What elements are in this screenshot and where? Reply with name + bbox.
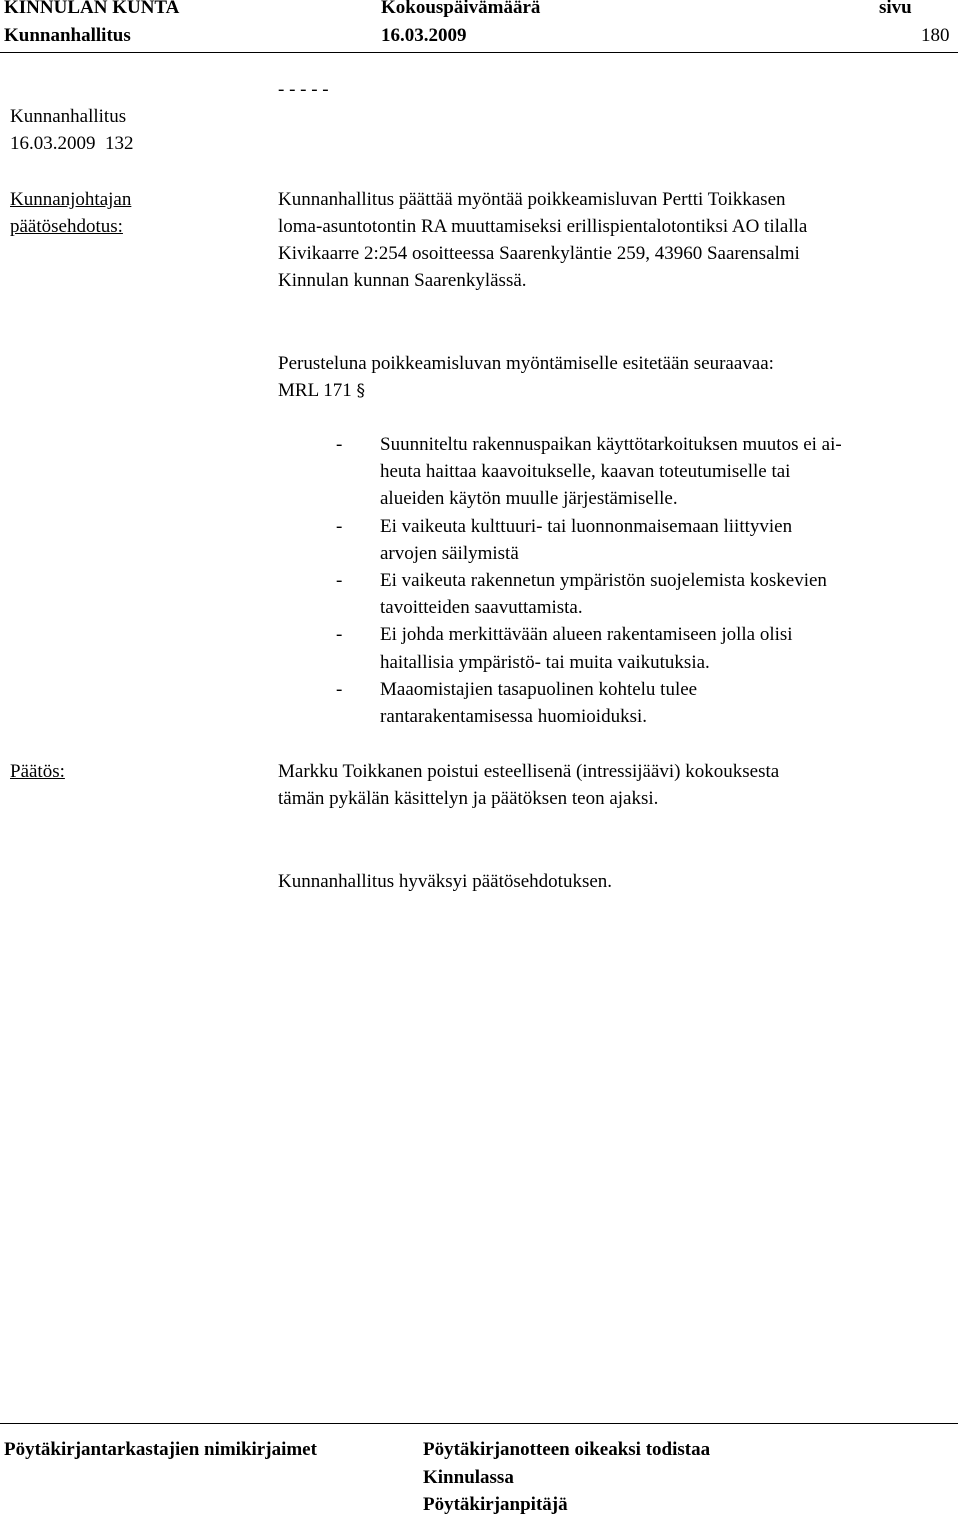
meeting-date: 16.03.2009 [381,25,467,46]
approval-statement: Kunnanhallitus hyväksyi päätösehdotuksen. [278,871,613,892]
proposal-line: Kunnanhallitus päättää myöntää poikkeamisluvan Pertti Toikkasen [278,189,786,210]
org-name: KINNULAN KUNTA [4,0,180,18]
separator: - - - - - [278,79,329,100]
footer-secretary-label: Pöytäkirjanpitäjä [423,1494,568,1515]
page-number: 180 [921,25,950,46]
decision-text [278,758,779,812]
decision-line: Markku Toikkanen poistui esteellisenä (intressijäävi) kokouksesta [278,761,780,782]
footer-initials-label: Pöytäkirjantarkastajien nimikirjaimet [4,1439,317,1460]
justification [278,350,774,405]
list-item: - Suunniteltu rakennuspaikan käyttötarkoituksen muutos ei ai- heuta haittaa kaavoitukselle, kaavan toteutumiselle tai alueiden käytön muulle järjestämiselle. [336,434,842,510]
list-item: - Maaomistajien tasapuolinen kohtelu tulee rantarakentamisessa huomioiduksi. [336,678,698,728]
proposal-label-1: Kunnanjohtajan [10,189,132,210]
header-rule [0,52,958,53]
proposal-text [278,186,807,294]
proposal-line: loma-asuntotontin RA muuttamiseksi erillispientalotontiksi AO tilalla [278,216,808,237]
justification-list [336,431,842,730]
law-reference: MRL 171 § [278,380,365,401]
proposal-line: Kinnulan kunnan Saarenkylässä. [278,270,527,291]
list-item: - Ei vaikeuta rakennetun ympäristön suojelemista koskevien tavoitteiden saavuttamista. [336,570,827,619]
proposal-line: Kivikaarre 2:254 osoitteessa Saarenkyläntie 259, 43960 Saarensalmi [278,243,800,264]
footer-rule [0,1423,958,1424]
page-label: sivu [879,0,912,18]
section-body: Kunnanhallitus [10,106,127,127]
footer-place: Kinnulassa [423,1467,514,1488]
footer-certify-label: Pöytäkirjanotteen oikeaksi todistaa [423,1439,711,1460]
list-item: - Ei vaikeuta kulttuuri- tai luonnonmaisemaan liittyvien arvojen säilymistä [336,515,793,564]
decision-line: tämän pykälän käsittelyn ja päätöksen teon ajaksi. [278,788,659,809]
section-date-paragraph: 16.03.2009 132 [10,133,134,154]
justification-intro: Perusteluna poikkeamisluvan myöntämiselle esitetään seuraavaa: [278,353,774,374]
body-name: Kunnanhallitus [4,25,131,46]
decision-label: Päätös: [10,761,65,782]
date-label: Kokouspäivämäärä [381,0,541,18]
proposal-label-2: päätösehdotus: [10,216,123,237]
list-item: - Ei johda merkittävään alueen rakentamiseen jolla olisi haitallisia ympäristö- tai muita vaikutuksia. [336,624,793,673]
